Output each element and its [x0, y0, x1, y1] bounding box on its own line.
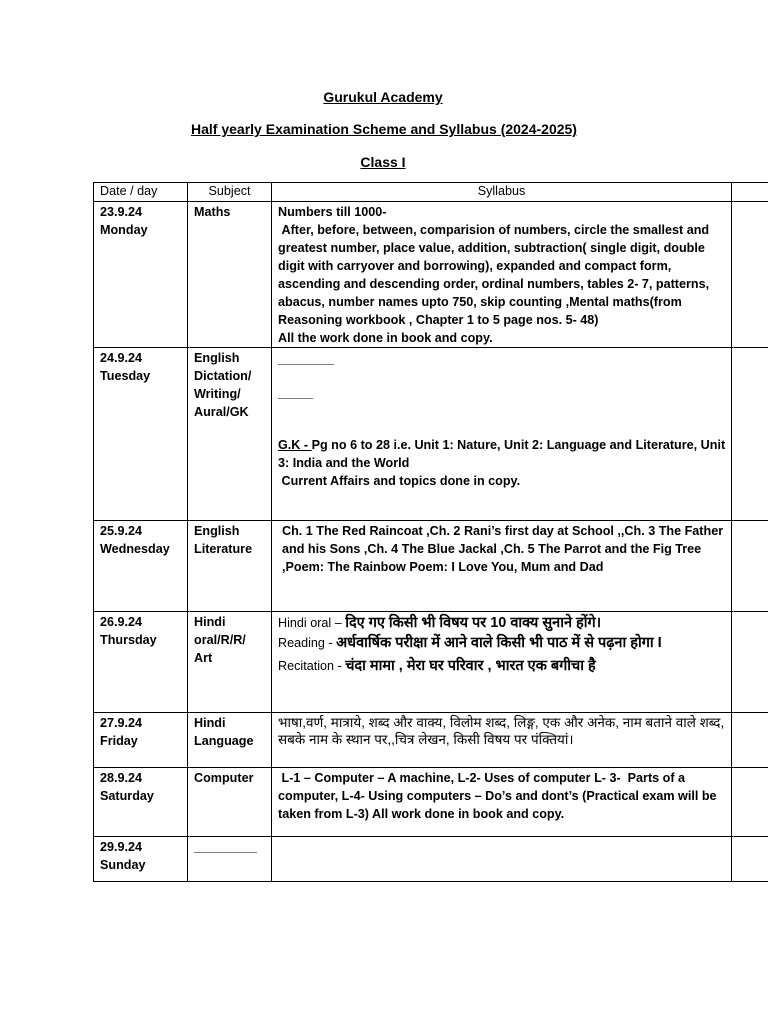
class-label: Class I: [360, 154, 406, 170]
syllabus-cell: [272, 713, 732, 768]
syllabus-heading: Numbers till 1000-: [278, 205, 387, 219]
column-header-syllabus: Syllabus: [272, 183, 732, 202]
exam-day: Friday: [100, 734, 138, 748]
exam-day: Thursday: [100, 633, 157, 647]
exam-date: 28.9.24: [100, 771, 143, 785]
table-row: [94, 521, 768, 612]
date-cell: [94, 837, 188, 882]
syllabus-cell: [272, 612, 732, 713]
gk-syllabus: Pg no 6 to 28 i.e. Unit 1: Nature, Unit 2: Language and Literature, Unit 3: India and the World: [278, 438, 726, 470]
exam-date: 24.9.24: [100, 351, 143, 365]
subject-name: Literature: [194, 542, 253, 556]
subject-cell: [188, 768, 272, 837]
syllabus-cell: [272, 521, 732, 612]
subject-name: oral/R/R/: [194, 633, 246, 647]
exam-date: 25.9.24: [100, 524, 143, 538]
extra-cell: [732, 348, 768, 521]
table-row: [94, 768, 768, 837]
reading-text: अर्धवार्षिक परीक्षा में आने वाले किसी भी पाठ में से पढ़ना होगा I: [336, 635, 662, 651]
exam-date: 26.9.24: [100, 615, 143, 629]
subject-name: Hindi: [194, 716, 226, 730]
table-row: [94, 837, 768, 882]
writing-blank: _____: [278, 386, 314, 400]
gk-note: Current Affairs and topics done in copy.: [278, 474, 521, 488]
column-header-subject: Subject: [188, 183, 272, 202]
subject-name: Language: [194, 734, 254, 748]
subject-cell: [188, 837, 272, 882]
exam-schedule-table: [93, 182, 768, 882]
subject-cell: [188, 202, 272, 348]
extra-cell: [732, 837, 768, 882]
extra-cell: [732, 713, 768, 768]
exam-day: Tuesday: [100, 369, 151, 383]
table-row: [94, 713, 768, 768]
exam-day: Wednesday: [100, 542, 170, 556]
exam-date: 27.9.24: [100, 716, 143, 730]
recitation-label: Recitation -: [278, 659, 346, 673]
exam-day: Saturday: [100, 789, 154, 803]
table-row: [94, 612, 768, 713]
subject-name: Art: [194, 651, 213, 665]
table-row: [94, 202, 768, 348]
date-cell: [94, 713, 188, 768]
syllabus-cell: [272, 837, 732, 882]
subject-name: English: [194, 524, 240, 538]
exam-date: 29.9.24: [100, 840, 143, 854]
subject-name: Computer: [194, 771, 254, 785]
syllabus-text: After, before, between, comparision of numbers, circle the smallest and greatest number, place value, addition, subtraction( single digit, double digit with carryover and borrowing), expanded and compact form, ascending and descending order, ordinal numbers, tables 2- 7, patterns, abacus, number names upto 750, skip counting ,Mental maths(from Reasoning workbook , Chapter 1 to 5 page nos. 5- 48): [278, 223, 713, 327]
subject-cell: [188, 612, 272, 713]
subject-cell: [188, 521, 272, 612]
document-title: Half yearly Examination Scheme and Syllabus (2024-2025): [191, 121, 577, 137]
subject-name: Hindi: [194, 615, 226, 629]
column-header-date: Date / day: [94, 183, 188, 202]
extra-cell: [732, 768, 768, 837]
hindi-oral-text: दिए गए किसी भी विषय पर 10 वाक्य सुनाने होंगे।: [345, 615, 602, 631]
column-header-extra: [732, 183, 768, 202]
subject-name: Aural/GK: [194, 405, 249, 419]
date-cell: [94, 768, 188, 837]
dictation-blank: ________: [278, 352, 335, 366]
syllabus-cell: [272, 348, 732, 521]
hindi-oral-label: Hindi oral –: [278, 616, 346, 630]
exam-day: Monday: [100, 223, 148, 237]
extra-cell: [732, 521, 768, 612]
table-row: [94, 348, 768, 521]
subject-name: Writing/: [194, 387, 241, 401]
date-cell: [94, 348, 188, 521]
exam-date: 23.9.24: [100, 205, 143, 219]
reading-label: Reading -: [278, 636, 337, 650]
date-cell: [94, 612, 188, 713]
syllabus-cell: [272, 768, 732, 837]
syllabus-cell: [272, 202, 732, 348]
extra-cell: [732, 202, 768, 348]
table-header-row: [94, 183, 768, 202]
syllabus-text: भाषा,वर्ण, मात्राये, शब्द और वाक्य, विलोम शब्द, लिङ्ग, एक और अनेक, नाम बताने वाले शब्द, सबके नाम के स्थान पर,,चित्र लेखन, किसी विषय पर पंक्तियां।: [278, 715, 725, 747]
syllabus-text: Ch. 1 The Red Raincoat ,Ch. 2 Rani’s first day at School ,,Ch. 3 The Father and his Sons ,Ch. 4 The Blue Jackal ,Ch. 5 The Parrot and the Fig Tree ,Poem: The Rainbow Poem: I Love You, Mum and Dad: [282, 524, 724, 574]
subject-cell: [188, 713, 272, 768]
subject-name: Maths: [194, 205, 231, 219]
subject-cell: [188, 348, 272, 521]
syllabus-note: All the work done in book and copy.: [278, 331, 493, 345]
subject-blank: _________: [194, 840, 258, 854]
subject-name: English: [194, 351, 240, 365]
extra-cell: [732, 612, 768, 713]
syllabus-text: L-1 – Computer – A machine, L-2- Uses of computer L- 3- Parts of a computer, L-4- Using computers – Do’s and dont’s (Practical exam will be taken from L-3) All work done in book and copy.: [278, 771, 721, 821]
date-cell: [94, 521, 188, 612]
recitation-text: चंदा मामा , मेरा घर परिवार , भारत एक बगीचा है: [345, 658, 596, 674]
date-cell: [94, 202, 188, 348]
exam-day: Sunday: [100, 858, 146, 872]
subject-name: Dictation/: [194, 369, 252, 383]
school-name: Gurukul Academy: [323, 89, 443, 105]
gk-label: G.K -: [278, 438, 312, 452]
